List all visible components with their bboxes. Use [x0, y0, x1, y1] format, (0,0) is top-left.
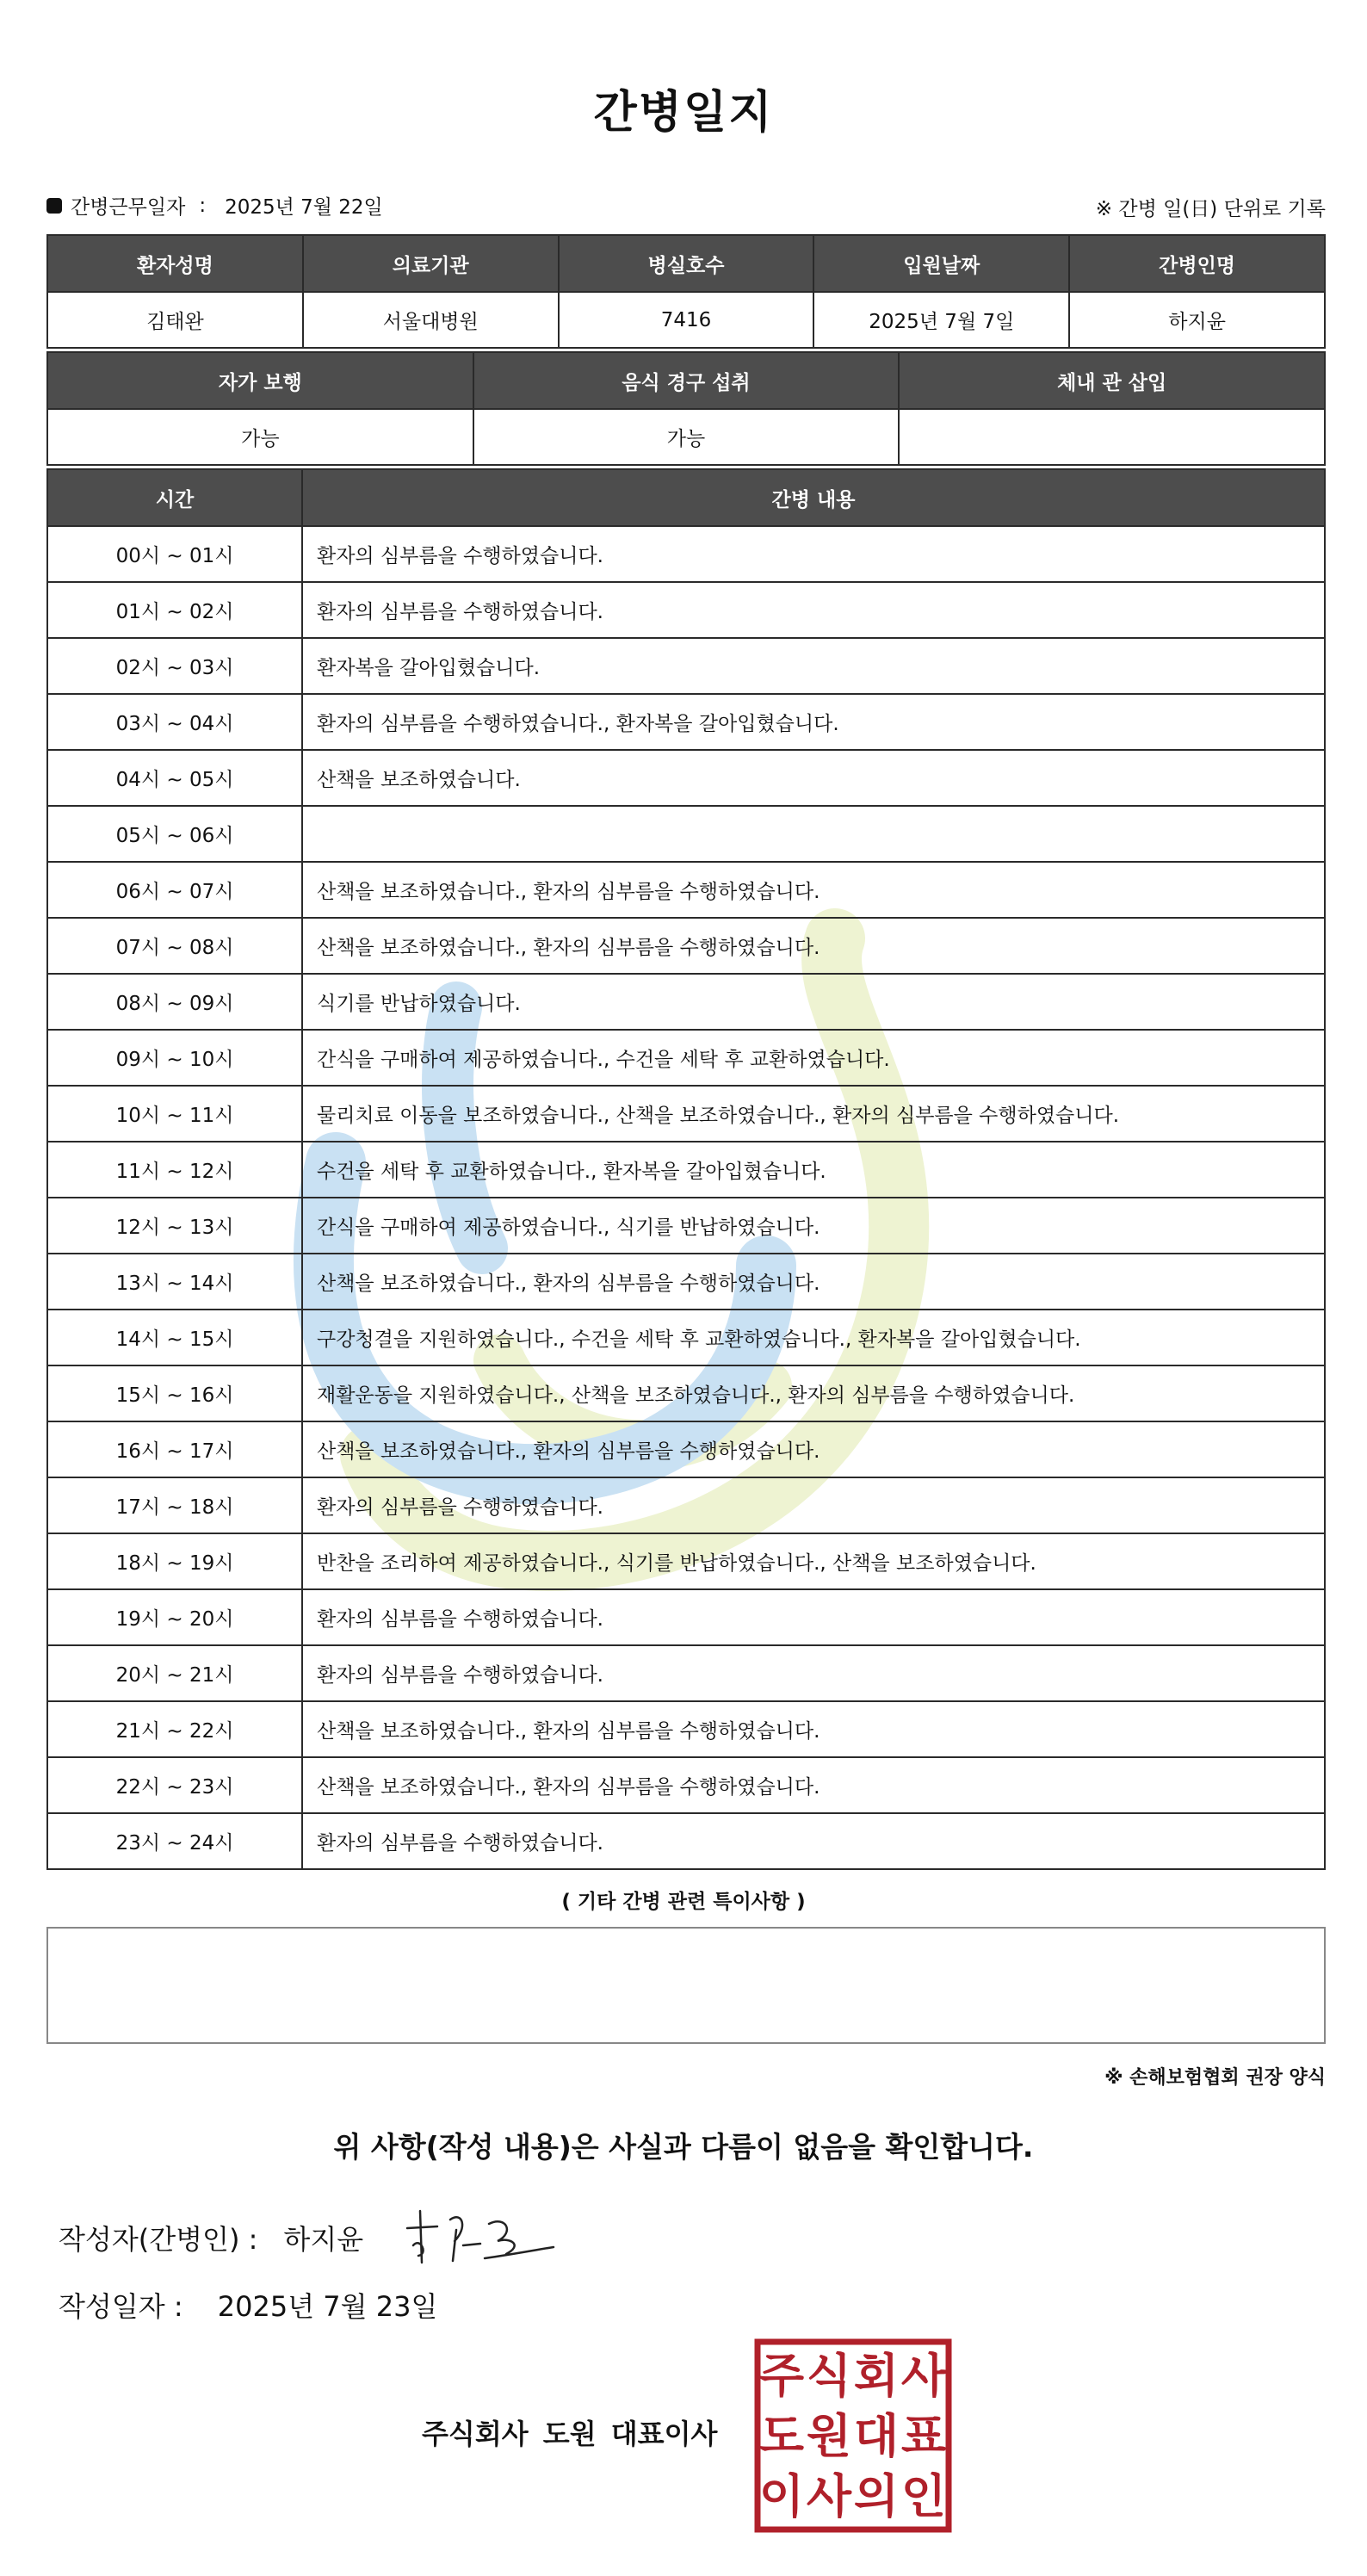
log-content: 간식을 구매하여 제공하였습니다., 식기를 반납하였습니다. [302, 1198, 1325, 1254]
remarks-title: ( 기타 간병 관련 특이사항 ) [561, 1891, 806, 1913]
log-time: 23시 ~ 24시 [47, 1813, 302, 1869]
table-row [47, 638, 1325, 694]
written-date-label: 작성일자 : [59, 2290, 183, 2323]
admission-date: 2025년 7월 7일 [813, 292, 1069, 348]
svg-text:사: 사 [900, 2349, 947, 2403]
company-line: 주식회사 도원 대표이사 [422, 2418, 718, 2450]
writer-line [59, 2218, 363, 2257]
log-content: 산책을 보조하였습니다., 환자의 심부름을 수행하였습니다. [302, 918, 1325, 974]
log-time: 21시 ~ 22시 [47, 1701, 302, 1757]
log-time: 00시 ~ 01시 [47, 526, 302, 582]
table-row [47, 1757, 1325, 1813]
log-content: 반찬을 조리하여 제공하였습니다., 식기를 반납하였습니다., 산책을 보조하였습니다. [302, 1533, 1325, 1589]
record-unit-note: ※ 간병 일(日) 단위로 기록 [1095, 198, 1326, 220]
svg-text:이: 이 [758, 2469, 805, 2523]
log-time: 03시 ~ 04시 [47, 694, 302, 750]
log-content: 구강청결을 지원하였습니다., 수건을 세탁 후 교환하였습니다., 환자복을 갈아입혔습니다. [302, 1310, 1325, 1365]
header-time: 시간 [47, 469, 302, 526]
svg-text:인: 인 [900, 2469, 947, 2523]
oral-intake-value: 가능 [473, 409, 900, 465]
table-row [47, 1365, 1325, 1421]
log-time: 01시 ~ 02시 [47, 582, 302, 638]
log-time: 11시 ~ 12시 [47, 1142, 302, 1198]
writer-label: 작성자(간병인) : [59, 2223, 258, 2256]
header-caregiver-name: 간병인명 [1069, 235, 1325, 292]
document-title: 간병일지 [593, 87, 774, 139]
svg-text:사: 사 [806, 2469, 852, 2523]
svg-text:도: 도 [758, 2409, 805, 2463]
log-content [302, 806, 1325, 862]
log-time: 19시 ~ 20시 [47, 1589, 302, 1645]
table-row [47, 1701, 1325, 1757]
log-content: 환자복을 갈아입혔습니다. [302, 638, 1325, 694]
patient-name: 김태완 [47, 292, 303, 348]
log-time: 20시 ~ 21시 [47, 1645, 302, 1701]
svg-text:대: 대 [853, 2409, 900, 2463]
table-row [47, 1813, 1325, 1869]
log-content: 환자의 심부름을 수행하였습니다. [302, 1645, 1325, 1701]
room-number: 7416 [559, 292, 814, 348]
table-row [47, 582, 1325, 638]
table-row [47, 862, 1325, 918]
log-content: 산책을 보조하였습니다., 환자의 심부름을 수행하였습니다. [302, 1757, 1325, 1813]
log-time: 05시 ~ 06시 [47, 806, 302, 862]
log-time: 16시 ~ 17시 [47, 1421, 302, 1477]
svg-text:식: 식 [806, 2349, 852, 2403]
log-content: 산책을 보조하였습니다., 환자의 심부름을 수행하였습니다. [302, 1701, 1325, 1757]
tube-insertion-value [899, 409, 1325, 465]
table-row [47, 1086, 1325, 1142]
log-time: 10시 ~ 11시 [47, 1086, 302, 1142]
log-content: 환자의 심부름을 수행하였습니다., 환자복을 갈아입혔습니다. [302, 694, 1325, 750]
written-date-value: 2025년 7월 23일 [217, 2290, 438, 2323]
table-row [47, 1310, 1325, 1365]
header-oral-intake: 음식 경구 섭취 [473, 352, 900, 409]
hospital: 서울대병원 [303, 292, 559, 348]
log-time: 06시 ~ 07시 [47, 862, 302, 918]
header-hospital: 의료기관 [303, 235, 559, 292]
table-row [47, 750, 1325, 806]
log-content: 환자의 심부름을 수행하였습니다. [302, 582, 1325, 638]
log-content: 환자의 심부름을 수행하였습니다. [302, 1589, 1325, 1645]
svg-text:의: 의 [853, 2469, 900, 2523]
log-time: 18시 ~ 19시 [47, 1533, 302, 1589]
signature-icon [403, 2194, 558, 2271]
work-date-label: 간병근무일자 [71, 196, 186, 219]
work-date-separator: : [199, 194, 207, 217]
log-content: 간식을 구매하여 제공하였습니다., 수건을 세탁 후 교환하였습니다. [302, 1030, 1325, 1086]
log-time: 07시 ~ 08시 [47, 918, 302, 974]
svg-text:주: 주 [758, 2349, 805, 2403]
log-time: 02시 ~ 03시 [47, 638, 302, 694]
table-row [47, 1198, 1325, 1254]
svg-text:표: 표 [900, 2409, 947, 2463]
written-date-line [59, 2285, 437, 2325]
table-row [47, 1142, 1325, 1198]
table-row [47, 1477, 1325, 1533]
table-row [47, 974, 1325, 1030]
table-row [47, 1533, 1325, 1589]
log-content: 환자의 심부름을 수행하였습니다. [302, 526, 1325, 582]
company-seal-stamp-icon [754, 2338, 952, 2533]
log-time: 08시 ~ 09시 [47, 974, 302, 1030]
log-time: 15시 ~ 16시 [47, 1365, 302, 1421]
writer-value: 하지윤 [283, 2223, 364, 2256]
self-walking-value: 가능 [47, 409, 473, 465]
header-self-walking: 자가 보행 [47, 352, 473, 409]
table-row [47, 1645, 1325, 1701]
header-patient-name: 환자성명 [47, 235, 303, 292]
table-row [47, 1030, 1325, 1086]
log-content: 환자의 심부름을 수행하였습니다. [302, 1813, 1325, 1869]
log-content: 환자의 심부름을 수행하였습니다. [302, 1477, 1325, 1533]
log-time: 14시 ~ 15시 [47, 1310, 302, 1365]
log-time: 22시 ~ 23시 [47, 1757, 302, 1813]
hourly-care-log-table [46, 468, 1326, 1870]
log-content: 산책을 보조하였습니다., 환자의 심부름을 수행하였습니다. [302, 862, 1325, 918]
svg-text:회: 회 [853, 2349, 900, 2403]
table-row [47, 694, 1325, 750]
work-date-line [46, 191, 383, 220]
log-time: 09시 ~ 10시 [47, 1030, 302, 1086]
table-row [47, 1421, 1325, 1477]
header-admission-date: 입원날짜 [813, 235, 1069, 292]
svg-text:원: 원 [806, 2409, 852, 2463]
work-date-value: 2025년 7월 22일 [225, 196, 383, 219]
table-row [47, 526, 1325, 582]
table-row [47, 1254, 1325, 1310]
recommend-note: ※ 손해보험협회 권장 양식 [1104, 2067, 1326, 2089]
table-row [47, 1589, 1325, 1645]
patient-info-table [46, 234, 1326, 349]
log-content: 수건을 세탁 후 교환하였습니다., 환자복을 갈아입혔습니다. [302, 1142, 1325, 1198]
table-row [47, 918, 1325, 974]
table-row [47, 806, 1325, 862]
log-content: 산책을 보조하였습니다., 환자의 심부름을 수행하였습니다. [302, 1421, 1325, 1477]
log-time: 13시 ~ 14시 [47, 1254, 302, 1310]
header-room-number: 병실호수 [559, 235, 814, 292]
remarks-box [46, 1927, 1326, 2044]
log-content: 산책을 보조하였습니다. [302, 750, 1325, 806]
log-content: 재활운동을 지원하였습니다., 산책을 보조하였습니다., 환자의 심부름을 수행하였습니다. [302, 1365, 1325, 1421]
confirm-statement: 위 사항(작성 내용)은 사실과 다름이 없음을 확인합니다. [333, 2130, 1034, 2164]
header-care-content: 간병 내용 [302, 469, 1325, 526]
square-bullet-icon [46, 198, 62, 214]
caregiver-name: 하지윤 [1069, 292, 1325, 348]
log-time: 04시 ~ 05시 [47, 750, 302, 806]
log-time: 12시 ~ 13시 [47, 1198, 302, 1254]
log-content: 산책을 보조하였습니다., 환자의 심부름을 수행하였습니다. [302, 1254, 1325, 1310]
header-tube-insertion: 체내 관 삽입 [899, 352, 1325, 409]
log-time: 17시 ~ 18시 [47, 1477, 302, 1533]
log-content: 물리치료 이동을 보조하였습니다., 산책을 보조하였습니다., 환자의 심부름을 수행하였습니다. [302, 1086, 1325, 1142]
log-content: 식기를 반납하였습니다. [302, 974, 1325, 1030]
patient-status-table [46, 351, 1326, 466]
